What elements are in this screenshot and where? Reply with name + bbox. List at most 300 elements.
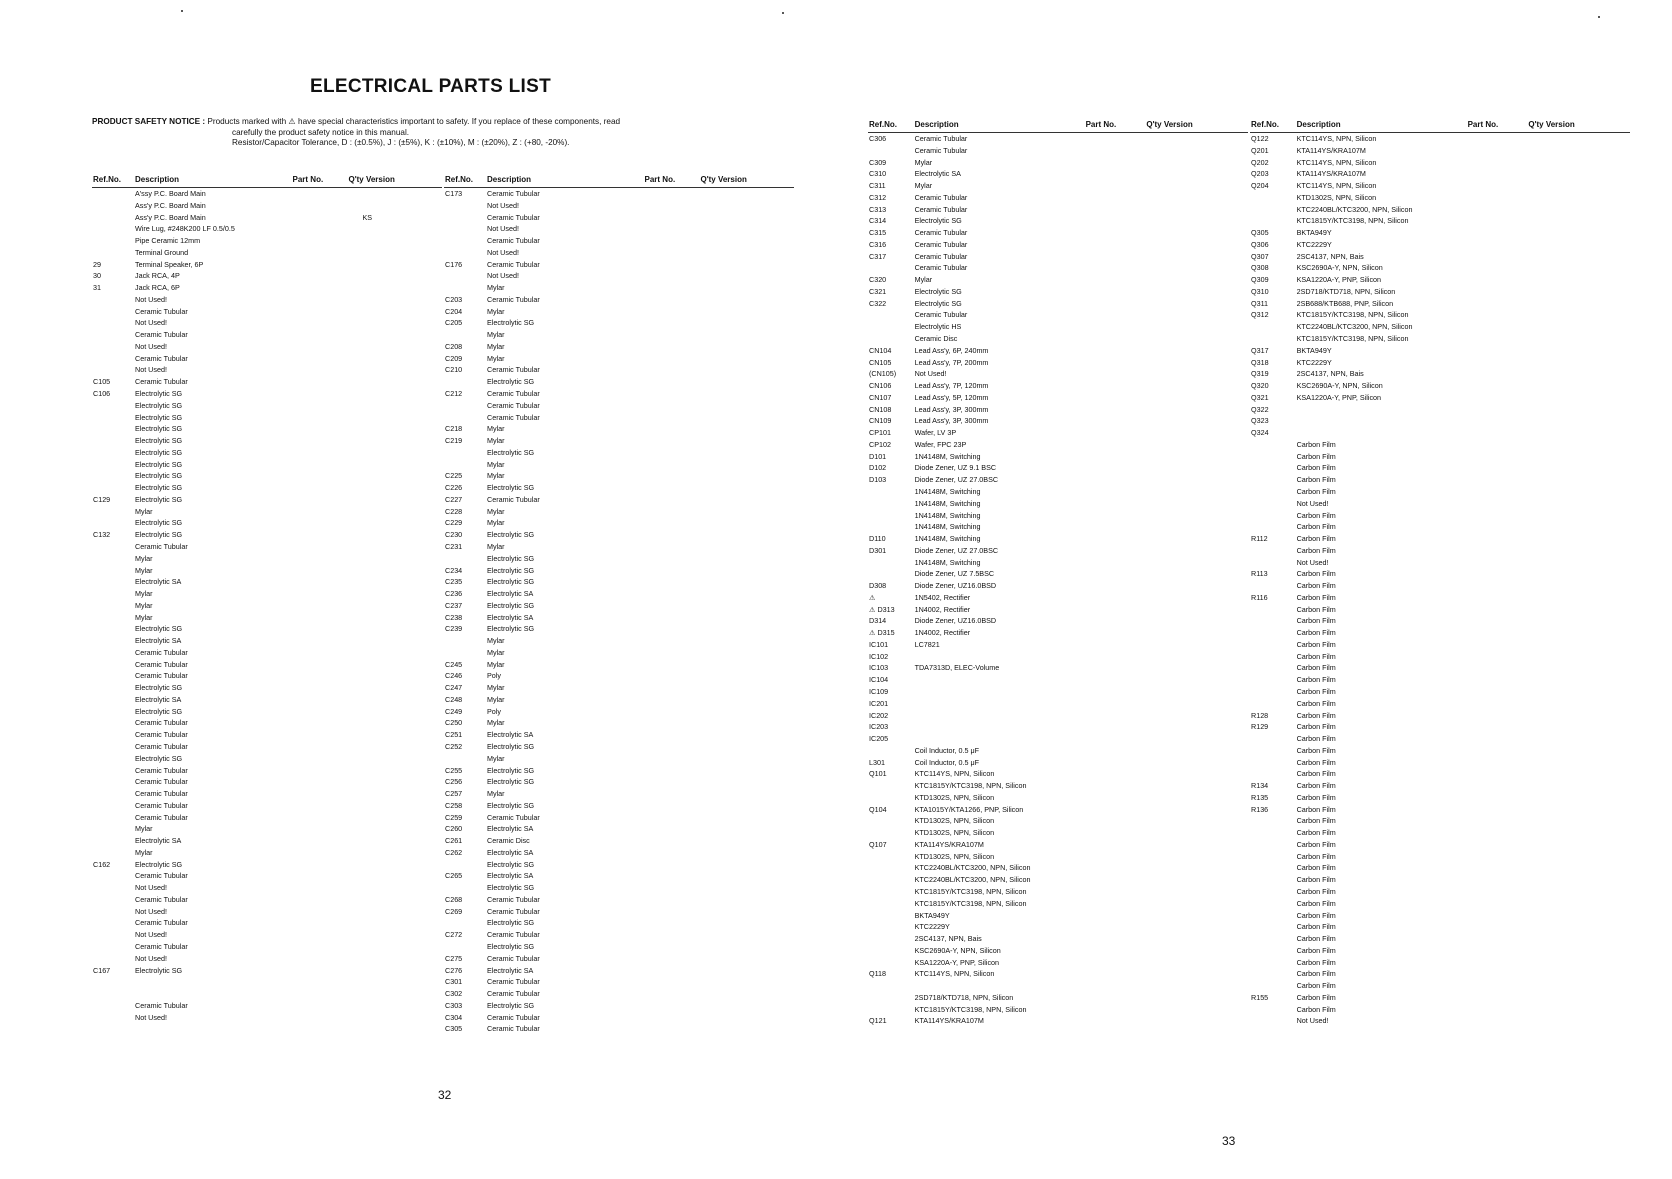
voltage-cell bbox=[264, 400, 282, 412]
version-cell bbox=[1543, 192, 1630, 204]
value-cell bbox=[229, 600, 250, 612]
description-cell: KTC2229Y bbox=[1296, 357, 1332, 367]
ref-no-cell: 29 bbox=[93, 259, 101, 269]
description-cell: Diode Zener, UZ 27.0BSC bbox=[914, 545, 999, 555]
tolerance-cell bbox=[1455, 592, 1466, 604]
voltage-cell bbox=[1054, 239, 1073, 251]
value-cell bbox=[1016, 239, 1039, 251]
tolerance-cell bbox=[633, 235, 644, 247]
description-cell: Mylar bbox=[487, 353, 505, 363]
value-cell bbox=[229, 376, 250, 388]
part-no-cell bbox=[1085, 333, 1146, 345]
tolerance-cell bbox=[281, 470, 292, 482]
value-cell bbox=[1016, 957, 1039, 969]
qty-cell bbox=[1527, 439, 1542, 451]
ref-no-cell: Q202 bbox=[1251, 157, 1269, 167]
table-row bbox=[92, 941, 442, 953]
unit-cell bbox=[1421, 921, 1436, 933]
description-cell: 1N4148M, Switching bbox=[914, 451, 981, 461]
unit-cell bbox=[1421, 404, 1436, 416]
ref-no-cell bbox=[1250, 757, 1296, 769]
voltage-cell bbox=[1054, 439, 1073, 451]
part-no-cell bbox=[1085, 133, 1146, 145]
unit-cell bbox=[250, 506, 264, 518]
value-cell bbox=[581, 388, 602, 400]
qty-cell bbox=[348, 447, 362, 459]
ref-no-cell: C258 bbox=[445, 800, 463, 810]
table-row bbox=[1250, 686, 1630, 698]
table-row bbox=[868, 792, 1248, 804]
unit-cell bbox=[1039, 568, 1054, 580]
ref-no-cell bbox=[92, 200, 134, 212]
version-cell bbox=[362, 929, 443, 941]
value-cell bbox=[581, 364, 602, 376]
qty-cell bbox=[348, 282, 362, 294]
version-cell bbox=[1161, 251, 1248, 263]
tolerance-cell bbox=[1073, 439, 1084, 451]
part-no-cell bbox=[1085, 921, 1146, 933]
qty-cell bbox=[1527, 168, 1542, 180]
voltage-cell bbox=[1436, 533, 1455, 545]
tolerance-cell bbox=[1455, 510, 1466, 522]
tolerance-cell bbox=[633, 988, 644, 1000]
value-cell bbox=[229, 953, 250, 965]
ref-no-cell: C303 bbox=[445, 1000, 463, 1010]
ref-no-cell: C248 bbox=[445, 694, 463, 704]
value-cell bbox=[581, 259, 602, 271]
value-cell bbox=[1398, 345, 1421, 357]
table-row bbox=[868, 898, 1248, 910]
unit-cell bbox=[1421, 804, 1436, 816]
tolerance-cell bbox=[633, 1012, 644, 1024]
tolerance-cell bbox=[1073, 957, 1084, 969]
qty-cell bbox=[348, 729, 362, 741]
part-no-cell bbox=[644, 812, 700, 824]
version-cell bbox=[1161, 780, 1248, 792]
part-no-cell bbox=[1467, 992, 1528, 1004]
value-cell bbox=[1016, 662, 1039, 674]
part-no-cell bbox=[644, 870, 700, 882]
voltage-cell bbox=[264, 188, 282, 200]
tolerance-cell bbox=[633, 447, 644, 459]
qty-cell bbox=[1527, 274, 1542, 286]
tolerance-cell bbox=[281, 729, 292, 741]
version-cell bbox=[714, 765, 795, 777]
unit-cell bbox=[1421, 392, 1436, 404]
tolerance-cell bbox=[1073, 874, 1084, 886]
unit-cell bbox=[602, 941, 616, 953]
description-cell: Electrolytic SG bbox=[135, 459, 183, 469]
ref-no-cell: Q104 bbox=[869, 804, 887, 814]
unit-cell bbox=[1039, 357, 1054, 369]
tolerance-cell bbox=[281, 988, 292, 1000]
value-cell bbox=[581, 435, 602, 447]
unit-cell bbox=[1421, 651, 1436, 663]
unit-cell bbox=[250, 447, 264, 459]
qty-cell bbox=[1527, 321, 1542, 333]
tolerance-cell bbox=[281, 412, 292, 424]
ref-no-cell bbox=[92, 835, 134, 847]
voltage-cell bbox=[1436, 345, 1455, 357]
value-cell bbox=[581, 306, 602, 318]
qty-cell bbox=[700, 235, 714, 247]
ref-no-cell: C129 bbox=[93, 494, 111, 504]
version-cell bbox=[362, 682, 443, 694]
ref-no-cell bbox=[444, 200, 486, 212]
part-no-cell bbox=[292, 188, 348, 200]
tolerance-cell bbox=[1073, 239, 1084, 251]
table-row bbox=[92, 847, 442, 859]
voltage-cell bbox=[264, 988, 282, 1000]
table-row bbox=[1250, 533, 1630, 545]
table-row bbox=[92, 682, 442, 694]
description-cell: Ceramic Tubular bbox=[487, 989, 540, 999]
description-cell: Ceramic Tubular bbox=[487, 412, 540, 422]
part-no-cell bbox=[1467, 298, 1528, 310]
description-cell: Electrolytic SA bbox=[487, 730, 534, 740]
unit-cell bbox=[1039, 757, 1054, 769]
unit-cell bbox=[602, 517, 616, 529]
unit-cell bbox=[1421, 851, 1436, 863]
value-cell bbox=[1016, 368, 1039, 380]
part-no-cell bbox=[644, 423, 700, 435]
version-cell bbox=[362, 388, 443, 400]
qty-cell bbox=[1145, 545, 1160, 557]
description-cell: 2SC4137, NPN, Bais bbox=[914, 934, 982, 944]
unit-cell bbox=[1421, 968, 1436, 980]
description-cell: Ceramic Tubular bbox=[487, 189, 540, 198]
unit-cell bbox=[250, 270, 264, 282]
table-row bbox=[868, 251, 1248, 263]
part-no-cell bbox=[292, 694, 348, 706]
unit-cell bbox=[602, 953, 616, 965]
version-cell bbox=[362, 329, 443, 341]
unit-cell bbox=[602, 212, 616, 224]
ref-no-cell bbox=[92, 588, 134, 600]
tolerance-cell bbox=[281, 588, 292, 600]
ref-no-cell: C304 bbox=[445, 1012, 463, 1022]
description-cell: Electrolytic SG bbox=[914, 286, 962, 296]
description-cell: KTC114YS, NPN, Silicon bbox=[914, 969, 995, 979]
value-cell bbox=[581, 494, 602, 506]
ref-no-cell: Q118 bbox=[869, 969, 887, 979]
description-cell: KTC114YS, NPN, Silicon bbox=[1296, 157, 1377, 167]
value-cell bbox=[581, 353, 602, 365]
ref-no-cell: C162 bbox=[93, 859, 111, 869]
safety-notice bbox=[92, 117, 782, 149]
tolerance-cell bbox=[633, 223, 644, 235]
tolerance-cell bbox=[1073, 321, 1084, 333]
unit-cell bbox=[1421, 721, 1436, 733]
value-cell bbox=[229, 965, 250, 977]
tolerance-cell bbox=[633, 694, 644, 706]
tolerance-cell bbox=[281, 1000, 292, 1012]
value-cell bbox=[229, 588, 250, 600]
description-cell: Ceramic Tubular bbox=[487, 953, 540, 963]
voltage-cell bbox=[1054, 486, 1073, 498]
value-cell bbox=[1016, 968, 1039, 980]
description-cell: Carbon Film bbox=[1296, 451, 1336, 461]
table-row bbox=[444, 847, 794, 859]
tolerance-cell bbox=[1455, 545, 1466, 557]
description-cell: Electrolytic SG bbox=[135, 471, 183, 481]
qty-cell bbox=[348, 988, 362, 1000]
unit-cell bbox=[250, 565, 264, 577]
voltage-cell bbox=[264, 435, 282, 447]
qty-cell bbox=[348, 459, 362, 471]
ref-no-cell: C218 bbox=[445, 424, 463, 434]
version-cell bbox=[1543, 851, 1630, 863]
table-row bbox=[868, 674, 1248, 686]
tolerance-cell bbox=[1455, 462, 1466, 474]
description-cell: Ceramic Tubular bbox=[135, 659, 188, 669]
tolerance-cell bbox=[281, 553, 292, 565]
voltage-cell bbox=[1436, 251, 1455, 263]
table-row bbox=[92, 929, 442, 941]
unit-cell bbox=[1039, 439, 1054, 451]
table-row bbox=[1250, 380, 1630, 392]
value-cell bbox=[229, 929, 250, 941]
description-cell: Mylar bbox=[487, 306, 505, 316]
value-cell bbox=[581, 517, 602, 529]
version-cell bbox=[714, 835, 795, 847]
voltage-cell bbox=[264, 412, 282, 424]
unit-cell bbox=[1039, 239, 1054, 251]
value-cell bbox=[1016, 592, 1039, 604]
value-cell bbox=[229, 565, 250, 577]
unit-cell bbox=[250, 235, 264, 247]
description-cell: KTD1302S, NPN, Silicon bbox=[914, 816, 995, 826]
tolerance-cell bbox=[281, 494, 292, 506]
description-cell: Electrolytic SG bbox=[135, 753, 183, 763]
voltage-cell bbox=[616, 835, 634, 847]
value-cell bbox=[229, 576, 250, 588]
value-cell bbox=[229, 353, 250, 365]
description-cell: Ceramic Tubular bbox=[135, 306, 188, 316]
table-row bbox=[1250, 545, 1630, 557]
qty-cell bbox=[700, 388, 714, 400]
qty-cell bbox=[348, 965, 362, 977]
version-cell bbox=[1543, 215, 1630, 227]
table-row bbox=[444, 623, 794, 635]
unit-cell bbox=[1421, 780, 1436, 792]
qty-cell bbox=[1145, 239, 1160, 251]
part-no-cell bbox=[644, 553, 700, 565]
value-cell bbox=[1398, 921, 1421, 933]
table-row bbox=[868, 698, 1248, 710]
version-cell bbox=[1161, 486, 1248, 498]
value-cell bbox=[581, 247, 602, 259]
ref-no-cell bbox=[868, 745, 914, 757]
version-cell bbox=[362, 988, 443, 1000]
value-cell bbox=[1398, 933, 1421, 945]
description-cell: Mylar bbox=[135, 600, 153, 610]
voltage-cell bbox=[1054, 757, 1073, 769]
ref-no-cell: Q317 bbox=[1251, 345, 1269, 355]
unit-cell bbox=[602, 329, 616, 341]
table-row bbox=[868, 404, 1248, 416]
qty-cell bbox=[1527, 910, 1542, 922]
description-cell: Electrolytic SG bbox=[487, 883, 535, 893]
value-cell bbox=[1398, 698, 1421, 710]
qty-cell bbox=[1145, 157, 1160, 169]
part-no-cell bbox=[292, 259, 348, 271]
version-cell bbox=[1543, 251, 1630, 263]
part-no-cell bbox=[1467, 145, 1528, 157]
ref-no-cell: C208 bbox=[445, 341, 463, 351]
tolerance-cell bbox=[1455, 251, 1466, 263]
part-no-cell bbox=[1085, 839, 1146, 851]
unit-cell bbox=[602, 929, 616, 941]
description-cell: Mylar bbox=[487, 683, 505, 693]
ref-no-cell bbox=[868, 874, 914, 886]
version-cell bbox=[1543, 910, 1630, 922]
tolerance-cell bbox=[1073, 745, 1084, 757]
part-no-cell bbox=[1467, 639, 1528, 651]
qty-cell bbox=[1145, 957, 1160, 969]
voltage-cell bbox=[264, 388, 282, 400]
qty-cell bbox=[1527, 851, 1542, 863]
tolerance-cell bbox=[1455, 404, 1466, 416]
voltage-cell bbox=[616, 917, 634, 929]
value-cell bbox=[1016, 757, 1039, 769]
value-cell bbox=[229, 941, 250, 953]
value-cell bbox=[1016, 168, 1039, 180]
value-cell bbox=[1398, 368, 1421, 380]
table-row bbox=[92, 670, 442, 682]
value-cell bbox=[1016, 698, 1039, 710]
value-cell bbox=[1398, 733, 1421, 745]
part-no-cell bbox=[292, 317, 348, 329]
tolerance-cell bbox=[1073, 945, 1084, 957]
tolerance-cell bbox=[1455, 886, 1466, 898]
qty-cell bbox=[348, 200, 362, 212]
header-part-no: Part No. bbox=[1467, 120, 1528, 133]
table-row bbox=[1250, 510, 1630, 522]
unit-cell bbox=[1421, 733, 1436, 745]
qty-cell bbox=[1145, 662, 1160, 674]
voltage-cell bbox=[264, 906, 282, 918]
table-row bbox=[868, 686, 1248, 698]
version-cell bbox=[714, 459, 795, 471]
unit-cell bbox=[1039, 615, 1054, 627]
ref-no-cell bbox=[868, 780, 914, 792]
voltage-cell bbox=[1054, 274, 1073, 286]
ref-no-cell bbox=[92, 553, 134, 565]
tolerance-cell bbox=[633, 517, 644, 529]
version-cell bbox=[714, 694, 795, 706]
ref-no-cell: CP102 bbox=[869, 439, 891, 449]
description-cell: Mylar bbox=[487, 459, 505, 469]
table-row bbox=[868, 615, 1248, 627]
table-row bbox=[444, 376, 794, 388]
voltage-cell bbox=[1436, 157, 1455, 169]
qty-cell bbox=[348, 412, 362, 424]
description-cell: Electrolytic SG bbox=[135, 483, 183, 493]
ref-no-cell bbox=[1250, 945, 1296, 957]
ref-no-cell bbox=[444, 212, 486, 224]
unit-cell bbox=[250, 188, 264, 200]
ref-no-cell: CP101 bbox=[869, 428, 891, 438]
version-cell bbox=[714, 635, 795, 647]
part-no-cell bbox=[644, 470, 700, 482]
ref-no-cell bbox=[92, 753, 134, 765]
voltage-cell bbox=[616, 506, 634, 518]
part-no-cell bbox=[1467, 627, 1528, 639]
unit-cell bbox=[250, 835, 264, 847]
unit-cell bbox=[250, 259, 264, 271]
unit-cell bbox=[602, 812, 616, 824]
ref-no-cell bbox=[92, 917, 134, 929]
tolerance-cell bbox=[1455, 1004, 1466, 1016]
description-cell: 1N4002, Rectifier bbox=[914, 604, 971, 614]
voltage-cell bbox=[1054, 874, 1073, 886]
ref-no-cell: C269 bbox=[445, 906, 463, 916]
part-no-cell bbox=[1085, 145, 1146, 157]
ref-no-cell: R155 bbox=[1251, 992, 1269, 1002]
description-cell: Electrolytic SA bbox=[487, 965, 534, 975]
qty-cell bbox=[348, 906, 362, 918]
unit-cell bbox=[250, 317, 264, 329]
description-cell: KTC114YS, NPN, Silicon bbox=[1296, 134, 1377, 143]
qty-cell bbox=[348, 694, 362, 706]
table-row bbox=[92, 247, 442, 259]
ref-no-cell: D101 bbox=[869, 451, 887, 461]
part-no-cell bbox=[1085, 615, 1146, 627]
table-row bbox=[1250, 474, 1630, 486]
qty-cell bbox=[1145, 862, 1160, 874]
part-no-cell bbox=[1467, 357, 1528, 369]
value-cell bbox=[581, 682, 602, 694]
description-cell: Mylar bbox=[135, 506, 153, 516]
qty-cell bbox=[1145, 227, 1160, 239]
description-cell: BKTA949Y bbox=[1296, 345, 1332, 355]
description-cell: Carbon Film bbox=[1296, 534, 1336, 544]
description-cell: Carbon Film bbox=[1296, 769, 1336, 779]
table-row bbox=[1250, 968, 1630, 980]
table-row bbox=[868, 145, 1248, 157]
unit-cell bbox=[602, 341, 616, 353]
unit-cell bbox=[1421, 1004, 1436, 1016]
value-cell bbox=[1016, 568, 1039, 580]
description-cell: Ceramic Tubular bbox=[487, 259, 540, 269]
version-cell bbox=[362, 635, 443, 647]
value-cell bbox=[229, 270, 250, 282]
version-cell bbox=[714, 412, 795, 424]
voltage-cell bbox=[616, 541, 634, 553]
version-cell bbox=[1161, 968, 1248, 980]
ref-no-cell bbox=[444, 753, 486, 765]
voltage-cell bbox=[264, 717, 282, 729]
header-description: Description bbox=[914, 120, 1085, 133]
table-row bbox=[92, 447, 442, 459]
qty-cell bbox=[1145, 357, 1160, 369]
voltage-cell bbox=[1054, 686, 1073, 698]
unit-cell bbox=[1421, 792, 1436, 804]
part-no-cell bbox=[292, 776, 348, 788]
qty-cell bbox=[1145, 933, 1160, 945]
qty-cell bbox=[1527, 957, 1542, 969]
ref-no-cell bbox=[1250, 604, 1296, 616]
unit-cell bbox=[250, 988, 264, 1000]
unit-cell bbox=[1421, 145, 1436, 157]
version-cell bbox=[1543, 757, 1630, 769]
qty-cell bbox=[700, 965, 714, 977]
voltage-cell bbox=[616, 694, 634, 706]
description-cell: Carbon Film bbox=[1296, 875, 1336, 885]
qty-cell bbox=[700, 223, 714, 235]
parts-table-left-col2 bbox=[444, 175, 794, 1035]
